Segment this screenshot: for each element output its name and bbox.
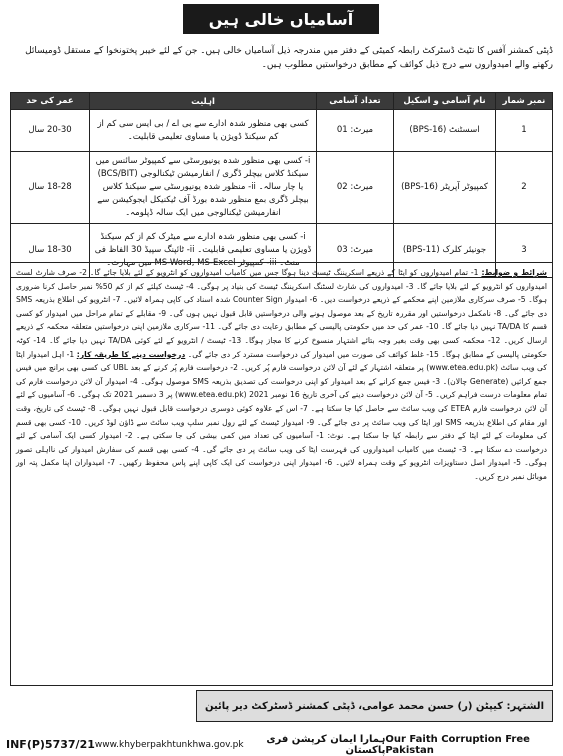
posts-table	[10, 92, 553, 278]
cell-qualification: کسی بھی منظور شدہ ادارے سے بی اے / بی ایس سی کم از کم سیکنڈ ڈویژن یا مساوی تعلیمی قابلیت۔	[90, 110, 317, 152]
header-qualification: اہلیت	[90, 93, 317, 110]
cell-serial: 1	[496, 110, 553, 152]
advertiser-signature: الشتہر: کیپٹن (ر) حسن محمد عوامی، ڈپٹی کمشنر ڈسٹرکٹ دیر پائین	[196, 690, 553, 722]
slogan-urdu: ہمارا ایمان کرپشن فری پاکستان	[266, 733, 386, 756]
slogan-english: Our Faith Corruption Free Pakistan	[385, 733, 530, 756]
method-body: 1- اہل امیدوار ایٹا کی ویب سائٹ (www.etea.edu.pk) پر متعلقہ اشتہار کے لئے آن لائن درخواست فارم پُر کریں۔ 2- درخواست فارم پُر کرنے کے بعد UBL کی کسی بھی برانچ میں فیس جمع کرائیں (Generate چالان)۔ 3- فیس جمع کرانے کے بعد امیدوار کو اپنی درخواست کی تصدیق بذریعہ SMS موصول ہوگی۔ 4- امیدوار آن لائن درخواست فارم کی تمام معلومات درست فراہم کریں۔ 5- آن لائن درخواست دینے کی آخری تاریخ 16 نومبر 2021 (www.etea.edu.pk) پر 3 دسمبر 2021 تک ہوگی۔ 6- آسامیوں کے لئے آن لائن درخواست فارم ETEA کی ویب سائٹ سے حاصل کیا جا سکتا ہے۔ 7- اس کے علاوہ کوئی دوسری درخواست قابل قبول نہیں ہوگی۔ 8- ٹیسٹ کی تاریخ، وقت اور مقام کی اطلاع بذریعہ SMS اور ایٹا کی ویب سائٹ پر دی جائے گی۔ 9- امیدوار ٹیسٹ کے لئے رول نمبر سلپ ویب سائٹ سے ڈاؤن لوڈ کریں۔ 10- کسی بھی قسم کی معلومات کے لئے ایٹا کے دفتر سے رابطہ کیا جا سکتا ہے۔ نوٹ: 1- آسامیوں کی تعداد میں کمی بیشی کی جا سکتی ہے۔ 2- امیدوار کسی ایک آسامی کے لئے درخواست دے سکتا ہے۔ 3- ٹیسٹ میں کامیاب امیدواروں کی فہرست ایٹا کی ویب سائٹ پر دی جائے گی۔ 4- کسی بھی قسم کی سفارش امیدوار کی نااہلی تصور ہوگی۔ 5- امیدوار اصل دستاویزات انٹرویو کے وقت ہمراہ لائیں۔ 6- امیدوار اپنی درخواست کی ایک کاپی اپنے پاس محفوظ رکھیں۔ 7- امیدواران اپنا مکمل پتہ اور موبائل نمبر درج کریں۔	[16, 349, 548, 481]
terms-box	[10, 262, 553, 686]
cell-count: میرٹ: 03	[317, 224, 394, 278]
header-post: نام آسامی و اسکیل	[394, 93, 496, 110]
table-row	[11, 110, 553, 152]
intro-paragraph: ڈپٹی کمشنر آفس کا نٹیٹ ڈسٹرکٹ رابطہ کمیٹی کے دفتر میں مندرجہ ذیل آسامیاں خالی ہیں۔ جن کے لئے خیبر پختونخوا کے مستقل ڈومیسائل رکھنے والے امیدواروں سے درج ذیل کوائف کے مطابق درخواستیں مطلوب ہیں۔	[25, 46, 553, 70]
cell-count: میرٹ: 02	[317, 152, 394, 224]
cell-age: 20-30 سال	[11, 110, 90, 152]
method-heading: درخواست دینے کا طریقہ کار:	[76, 349, 186, 359]
cell-age: 18-28 سال	[11, 152, 90, 224]
cell-post: کمپیوٹر آپریٹر (BPS-16)	[394, 152, 496, 224]
terms-heading: شرائط و ضوابط:	[481, 268, 547, 277]
cell-qualification: i- کسی بھی منظور شدہ ادارے سے میٹرک کم از کم سیکنڈ ڈویژن یا مساوی تعلیمی قابلیت۔ ii- ٹائپنگ سپیڈ 30 الفاظ فی منٹ۔ iii- کمپیوٹر MS-Word, MS-Excel میں مہارت۔	[90, 224, 317, 278]
cell-count: میرٹ: 01	[317, 110, 394, 152]
terms-body: 1- تمام امیدواروں کو ایٹا کے ذریعے اسکریننگ ٹیسٹ دینا ہوگا جس میں کامیاب امیدواروں کو انٹرویو کے لئے بلایا جائے گا۔ 2- صرف شارٹ لسٹ امیدواروں کو انٹرویو کے لئے بلایا جائے گا۔ 3- امیدواروں کی شارٹ لسٹنگ اسکریننگ ٹیسٹ کی بنیاد پر ہوگی۔ 4- ٹیسٹ کیلئے کم از کم 50% نمبر حاصل کرنا ضروری ہوگا۔ 5- صرف سرکاری ملازمین اپنے محکمے کے ذریعے درخواست دیں۔ 6- امیدوار Counter Sign شدہ اسناد کی کاپی ہمراہ لائیں۔ 7- انٹرویو کی اطلاع بذریعہ SMS دی جائے گی۔ 8- نامکمل درخواستیں اور مقررہ تاریخ کے بعد موصول ہونے والی درخواستیں قابل قبول نہیں ہوں گی۔ 9- مقابلے کے تمام مراحل میں امیدوار کو کسی قسم کا TA/DA نہیں دیا جائے گا۔ 10- عمر کی حد میں حکومتی پالیسی کے مطابق رعایت دی جائے گی۔ 11- سرکاری ملازمین اپنی درخواستیں متعلقہ محکمہ کے ذریعے ارسال کریں۔ 12- محکمہ کسی بھی وقت بغیر وجہ بتائے اشتہار منسوخ کرنے کا مجاز ہوگا۔ 13- ٹیسٹ / انٹرویو کے لئے کوئی TA/DA نہیں دیا جائے گا۔ 14- کوٹہ حکومتی پالیسی کے مطابق ہوگا۔ 15- غلط کوائف کی صورت میں امیدوار کی درخواست مسترد کر دی جائے گی۔	[16, 268, 548, 359]
website-link[interactable]: www.khyberpakhtunkhwa.gov.pk	[94, 739, 244, 750]
table-row	[11, 152, 553, 224]
cell-qualification: i- کسی بھی منظور شدہ یونیورسٹی سے کمپیوٹر سائنس میں سیکنڈ کلاس بیچلر ڈگری / انفارمیشن ٹیکنالوجی (BCS/BIT) یا چار سالہ۔ ii- منظور شدہ یونیورسٹی سے سیکنڈ کلاس بیچلر ڈگری بمع منظور شدہ بورڈ آف ٹیکنیکل ایجوکیشن سے انفارمیشن ٹیکنالوجی میں ایک سالہ ڈپلومہ۔	[90, 152, 317, 224]
cell-age: 18-30 سال	[11, 224, 90, 278]
header-count: تعداد آسامی	[317, 93, 394, 110]
footer-bar	[0, 733, 563, 756]
table-header-row	[11, 93, 553, 110]
cell-serial: 3	[496, 224, 553, 278]
cell-post: اسسٹنٹ (BPS-16)	[394, 110, 496, 152]
header-serial: نمبر شمار	[496, 93, 553, 110]
cell-serial: 2	[496, 152, 553, 224]
reference-number: INF(P)5737/21	[6, 738, 95, 751]
page-title: آسامیاں خالی ہیں	[183, 4, 379, 34]
cell-post: جونیئر کلرک (BPS-11)	[394, 224, 496, 278]
header-age: عمر کی حد	[11, 93, 90, 110]
